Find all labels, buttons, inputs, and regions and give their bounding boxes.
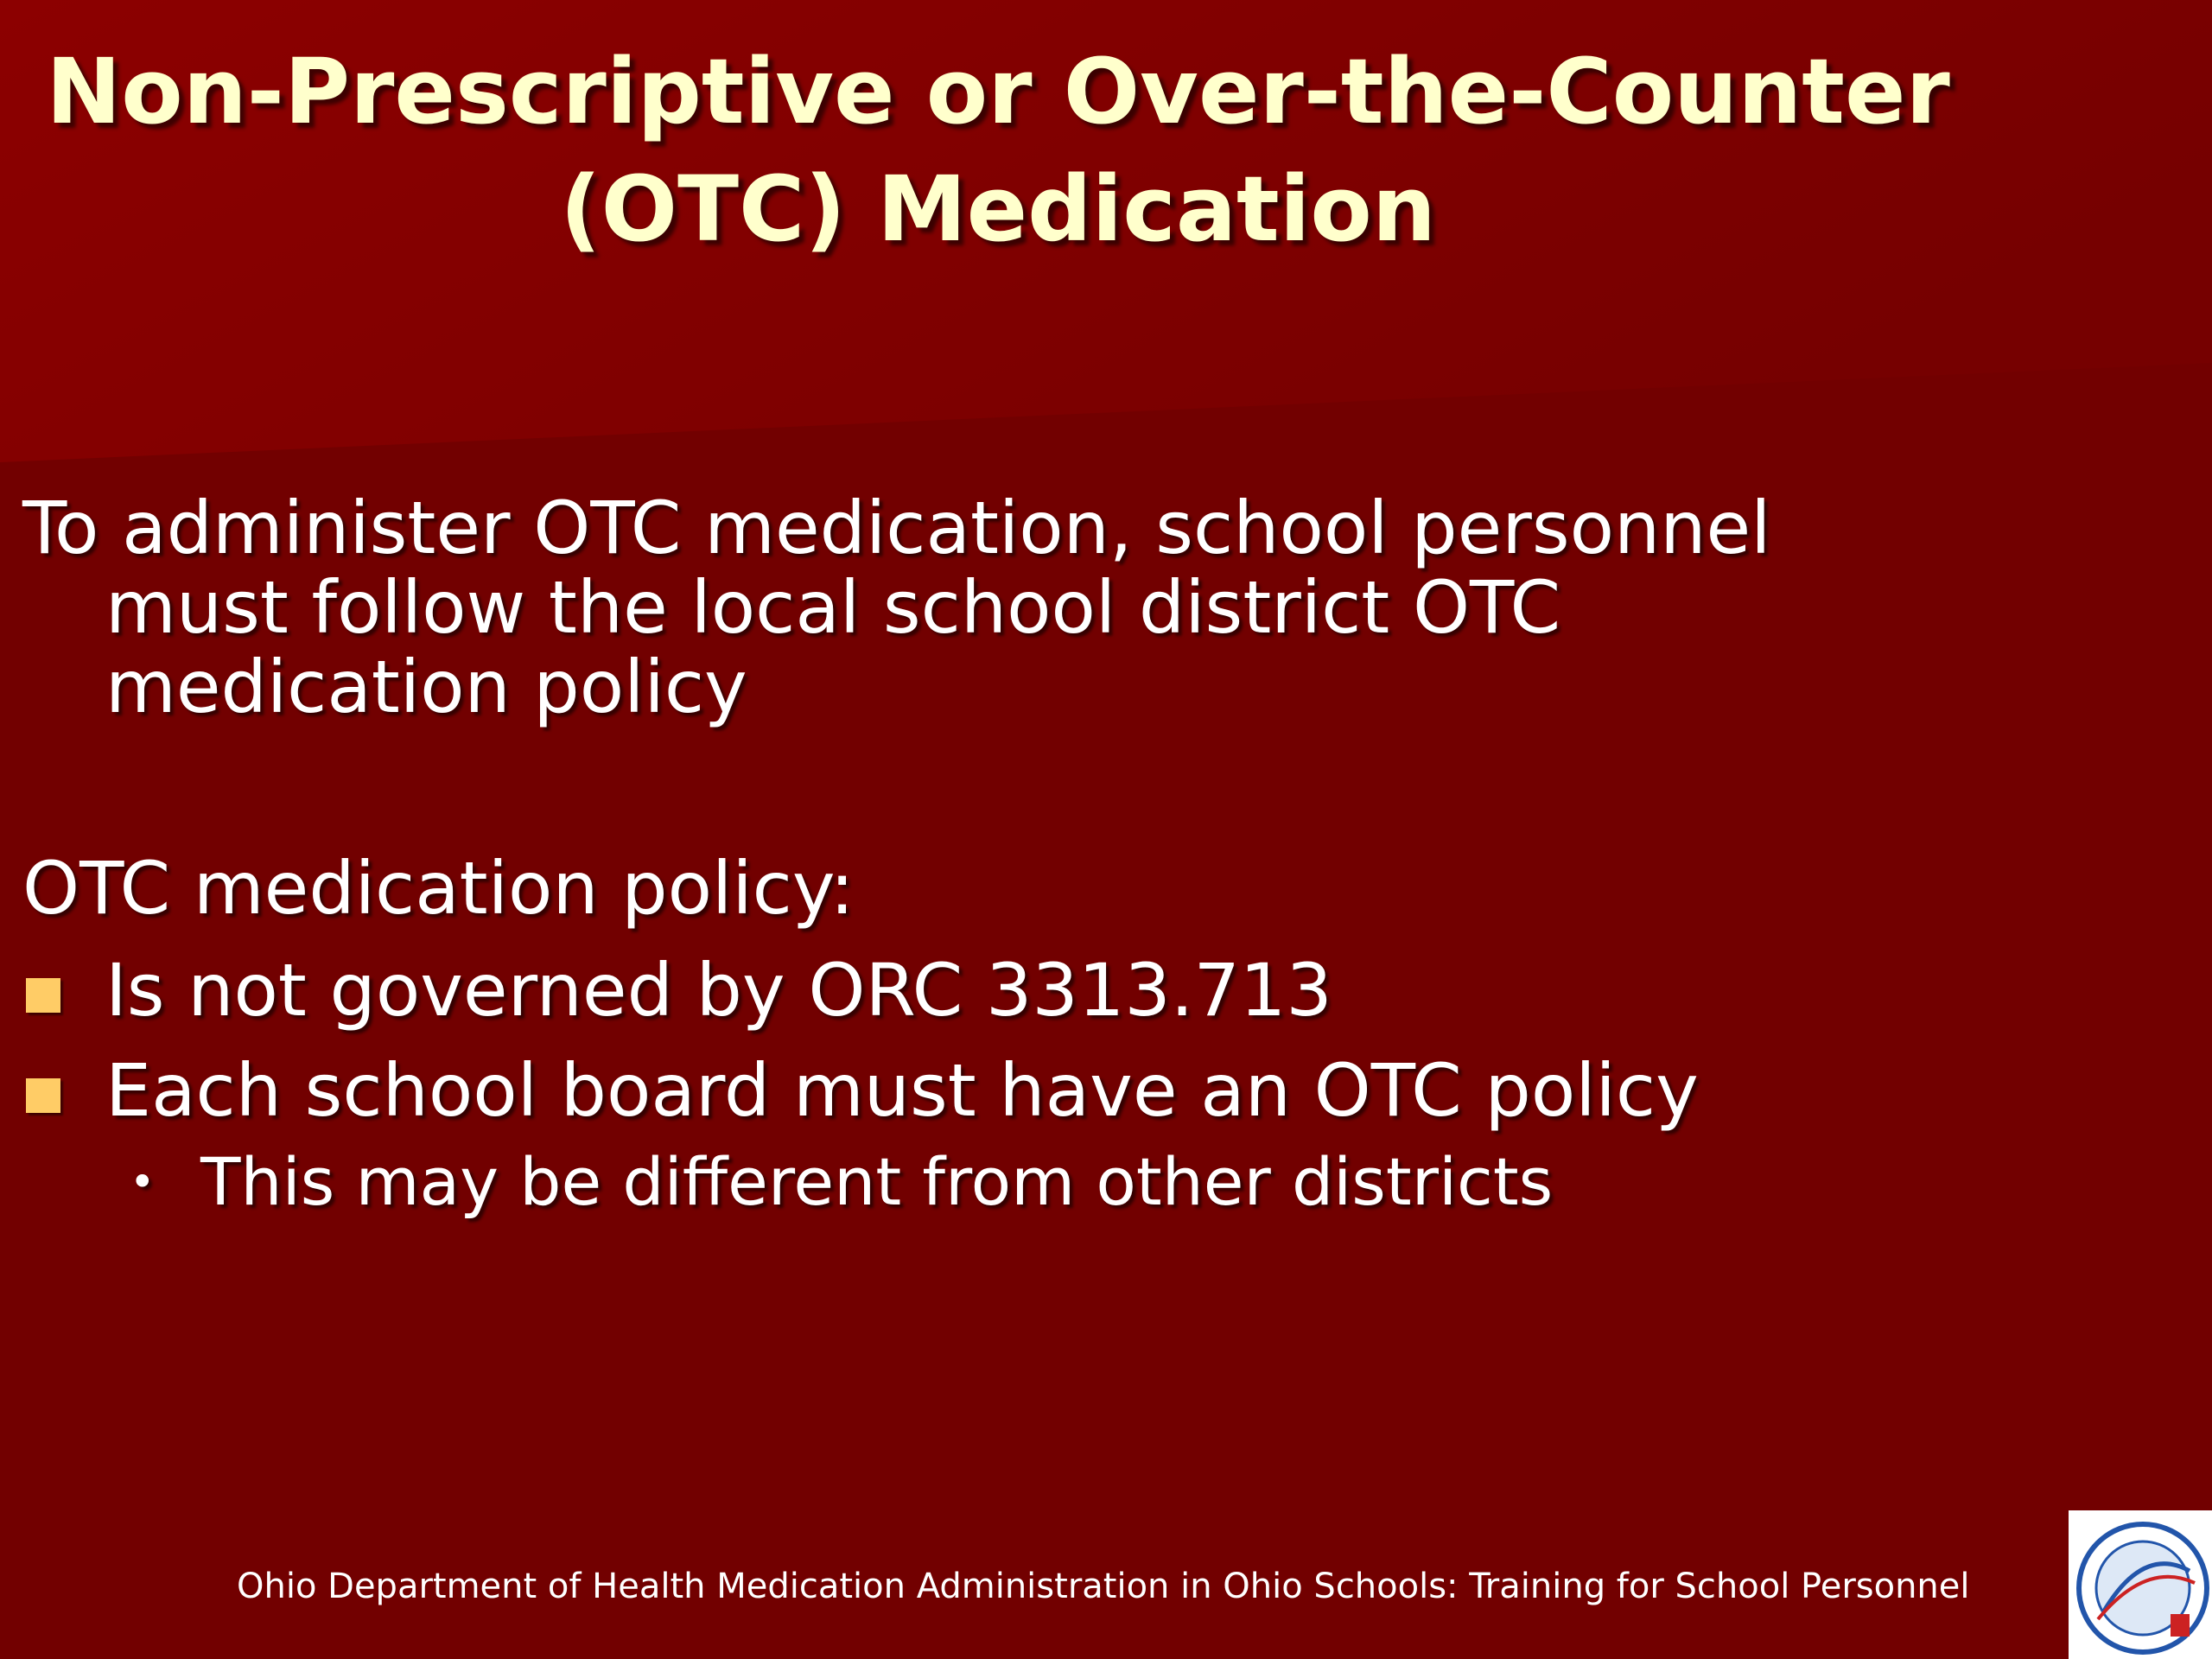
square-bullet-icon (26, 978, 60, 1013)
intro-line-3: medication policy (105, 645, 747, 729)
intro-paragraph (22, 488, 2010, 727)
bullet-text-2: Each school board must have an OTC policy (105, 1048, 1699, 1133)
square-bullet-icon (26, 1078, 60, 1113)
sub-bullet-text: This may be different from other districts (200, 1143, 1554, 1220)
bullet-text-1: Is not governed by ORC 3313.713 (105, 948, 1332, 1033)
odh-logo (2069, 1510, 2212, 1659)
intro-line-2: must follow the local school district OTC (105, 565, 1561, 650)
slide-title-line-1: Non-Prescriptive or Over-the-Counter (46, 39, 1950, 144)
dot-bullet-icon: • (130, 1157, 156, 1207)
slide-title-line-2: (OTC) Medication (560, 156, 1436, 262)
policy-heading: OTC medication policy: (22, 846, 855, 931)
slide-footer: Ohio Department of Health Medication Administration in Ohio Schools: Training for School Personnel (237, 1567, 1970, 1606)
intro-line-1: To administer OTC medication, school personnel (22, 486, 1771, 570)
odh-seal-icon (2069, 1510, 2212, 1659)
slide-title (0, 33, 1996, 268)
